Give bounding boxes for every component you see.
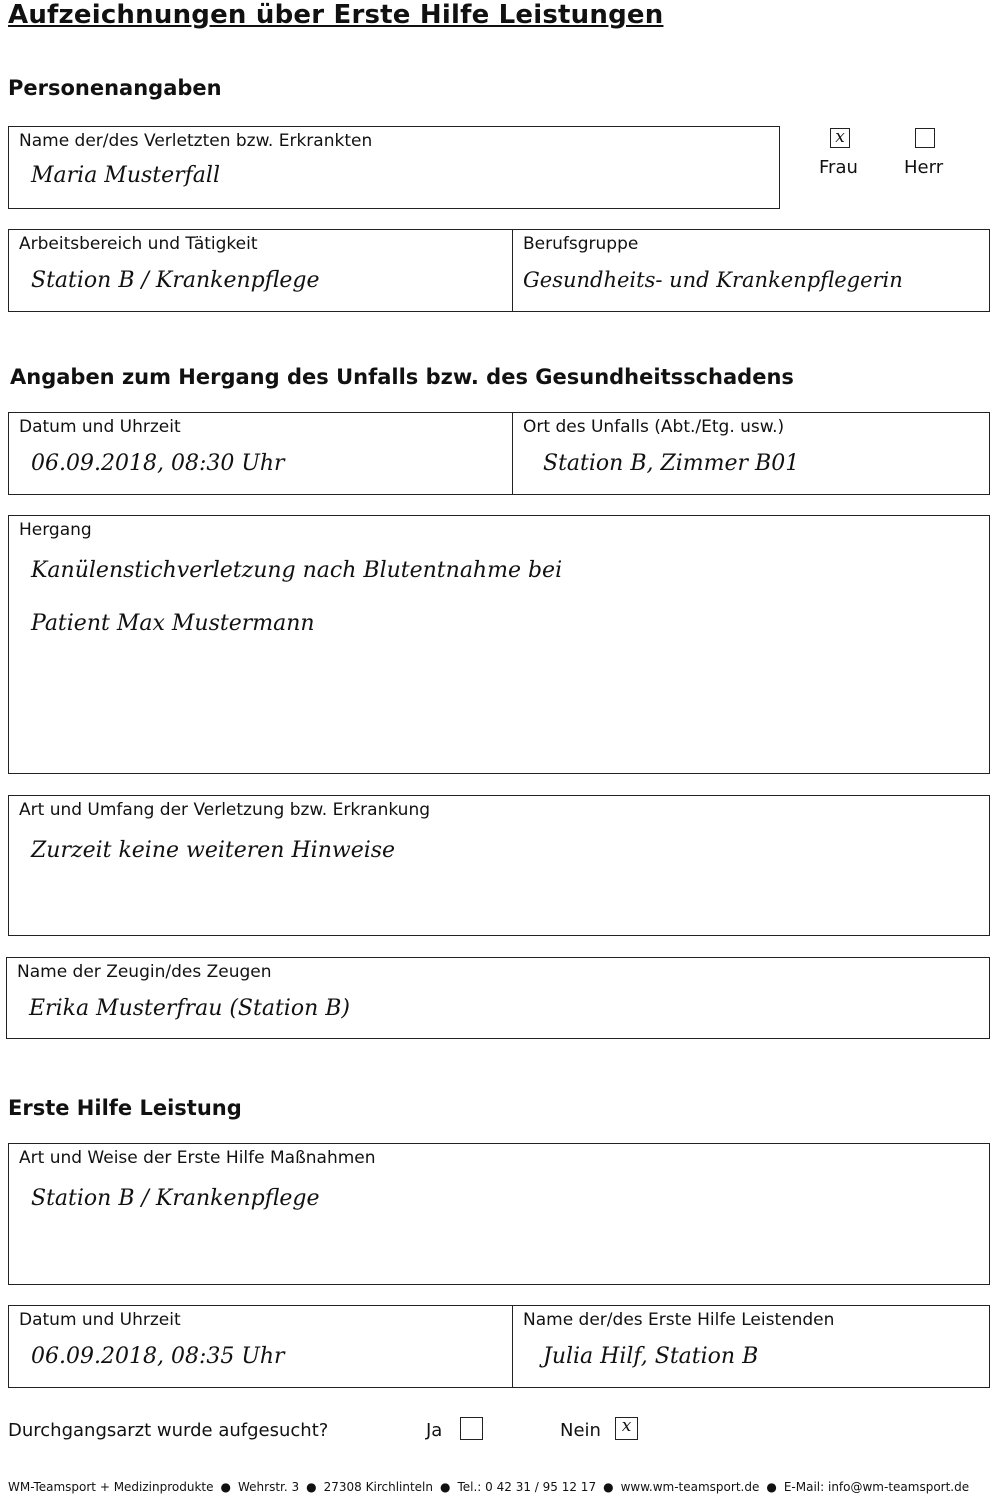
injured-name-value: Maria Musterfall (31, 163, 220, 188)
firstaid-measures-label: Art und Weise der Erste Hilfe Maßnahmen (19, 1148, 376, 1168)
injury-label: Art und Umfang der Verletzung bzw. Erkrankung (19, 800, 431, 820)
incident-course-line: Patient Max Mustermann (31, 611, 315, 636)
incident-datetime-field[interactable] (9, 413, 512, 494)
herr-checkbox[interactable] (915, 128, 935, 148)
footer-phone: Tel.: 0 42 31 / 95 12 17 (457, 1480, 597, 1494)
footer-website[interactable]: www.wm-teamsport.de (620, 1480, 760, 1494)
profession-value: Gesundheits- und Krankenpflegerin (523, 268, 903, 292)
frau-checkbox[interactable]: x (830, 128, 850, 148)
footer-separator: ● (603, 1480, 614, 1494)
incident-course-field[interactable] (8, 515, 990, 774)
witness-field[interactable] (6, 957, 990, 1039)
injury-field[interactable] (8, 795, 990, 936)
frau-label: Frau (819, 157, 858, 178)
incident-datetime-label: Datum und Uhrzeit (19, 417, 181, 437)
footer-separator: ● (766, 1480, 777, 1494)
incident-place-label: Ort des Unfalls (Abt./Etg. usw.) (523, 417, 785, 437)
witness-label: Name der Zeugin/des Zeugen (17, 962, 272, 982)
incident-place-field[interactable] (513, 413, 989, 494)
witness-value: Erika Musterfrau (Station B) (29, 996, 350, 1021)
herr-label: Herr (904, 157, 944, 178)
firstaid-measures-value: Station B / Krankenpflege (31, 1186, 320, 1211)
incident-course-line: Kanülenstichverletzung nach Blutentnahme bei (31, 558, 563, 583)
work-area-field[interactable] (9, 230, 512, 311)
firstaid-datetime-value: 06.09.2018, 08:35 Uhr (31, 1344, 285, 1369)
footer-company: WM-Teamsport + Medizinprodukte (8, 1480, 214, 1494)
firstaid-provider-value: Julia Hilf, Station B (543, 1344, 759, 1369)
incident-course-label: Hergang (19, 520, 92, 540)
injury-value: Zurzeit keine weiteren Hinweise (31, 838, 396, 863)
section-incident: Angaben zum Hergang des Unfalls bzw. des Gesundheitsschadens (10, 365, 794, 389)
section-firstaid: Erste Hilfe Leistung (8, 1096, 242, 1120)
doctor-question: Durchgangsarzt wurde aufgesucht? (8, 1420, 329, 1441)
firstaid-datetime-field[interactable] (9, 1306, 512, 1387)
footer-separator: ● (220, 1480, 231, 1494)
footer-street: Wehrstr. 3 (238, 1480, 300, 1494)
footer-email[interactable]: E-Mail: info@wm-teamsport.de (783, 1480, 970, 1494)
section-personal: Personenangaben (8, 76, 222, 100)
profession-label: Berufsgruppe (523, 234, 639, 254)
injured-name-field[interactable] (8, 126, 780, 209)
firstaid-row (8, 1305, 990, 1388)
firstaid-measures-field[interactable] (8, 1143, 990, 1285)
footer-separator: ● (440, 1480, 451, 1494)
work-area-row (8, 229, 990, 312)
ja-label: Ja (426, 1420, 443, 1441)
footer-separator: ● (306, 1480, 317, 1494)
ja-checkbox[interactable] (460, 1417, 483, 1440)
firstaid-datetime-label: Datum und Uhrzeit (19, 1310, 181, 1330)
incident-datetime-value: 06.09.2018, 08:30 Uhr (31, 451, 285, 476)
page-title: Aufzeichnungen über Erste Hilfe Leistungen (8, 0, 664, 30)
footer-city: 27308 Kirchlinteln (323, 1480, 433, 1494)
incident-row (8, 412, 990, 495)
injured-name-label: Name der/des Verletzten bzw. Erkrankten (19, 131, 373, 151)
work-area-value: Station B / Krankenpflege (31, 268, 320, 293)
profession-field[interactable] (513, 230, 989, 311)
work-area-label: Arbeitsbereich und Tätigkeit (19, 234, 258, 254)
firstaid-provider-label: Name der/des Erste Hilfe Leistenden (523, 1310, 835, 1330)
incident-place-value: Station B, Zimmer B01 (543, 451, 800, 476)
nein-checkbox[interactable]: x (615, 1417, 638, 1440)
footer (8, 1480, 969, 1494)
firstaid-provider-field[interactable] (513, 1306, 989, 1387)
nein-label: Nein (560, 1420, 601, 1441)
